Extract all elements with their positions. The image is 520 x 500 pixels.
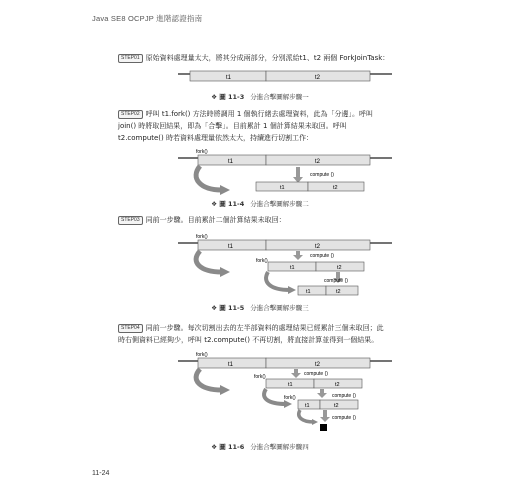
step-4-text: 同前一步驟。每次切割出去的左半部資料的處理結果已經累計三個未取回；此時右側資料已經夠少，呼叫 t2.compute() 不再切割，將直接計算並得到一個結果。 — [118, 324, 384, 344]
svg-text:compute (): compute () — [324, 278, 348, 284]
svg-text:compute (): compute () — [332, 415, 356, 421]
step-4-badge: STEP04 — [118, 324, 143, 333]
fork-curved-arrow — [196, 166, 222, 190]
svg-text:t1: t1 — [306, 289, 311, 295]
svg-text:t2: t2 — [333, 185, 338, 191]
label-compute: compute () — [310, 172, 334, 178]
diagram-step-4 — [178, 352, 392, 431]
figure-caption-11-5: ❖ 圖 11-5 分進合擊圖解步驟三 — [211, 304, 309, 312]
step-2-badge: STEP02 — [118, 110, 143, 119]
label-t2: t2 — [315, 75, 321, 81]
svg-text:t1: t1 — [228, 362, 234, 368]
svg-text:t1: t1 — [228, 244, 234, 250]
figure-caption-11-3: ❖ 圖 11-3 分進合擊圖解步驟一 — [211, 93, 309, 101]
running-header: Java SE8 OCPJP 進階認證指南 — [92, 14, 203, 23]
svg-text:compute (): compute () — [332, 393, 356, 399]
svg-text:t2: t2 — [336, 289, 341, 295]
label-t1: t1 — [228, 159, 234, 165]
diagram-step-1 — [178, 71, 392, 81]
fork-arrowhead — [220, 185, 230, 195]
diagram-step-2 — [178, 149, 392, 195]
step-3-badge: STEP03 — [118, 216, 143, 225]
svg-text:t1: t1 — [280, 185, 285, 191]
svg-text:fork(): fork() — [254, 374, 266, 380]
svg-text:fork(): fork() — [284, 395, 296, 401]
label-t1: t1 — [226, 75, 232, 81]
diagram-step-3 — [178, 234, 392, 295]
svg-text:t2: t2 — [334, 403, 339, 409]
svg-text:t1: t1 — [290, 265, 295, 271]
page-number: 11-24 — [92, 470, 110, 477]
step-3-text: 同前一步驟。目前累計二個計算結果未取回： — [145, 216, 286, 224]
step-1-badge: STEP01 — [118, 54, 143, 63]
svg-text:fork(): fork() — [196, 352, 208, 358]
svg-text:compute (): compute () — [310, 253, 334, 259]
svg-text:t2: t2 — [335, 382, 340, 388]
svg-text:t1: t1 — [288, 382, 293, 388]
svg-text:t2: t2 — [337, 265, 342, 271]
figure-caption-11-6: ❖ 圖 11-6 分進合擊圖解步驟四 — [211, 443, 309, 451]
svg-text:fork(): fork() — [256, 258, 268, 264]
svg-text:compute (): compute () — [304, 371, 328, 377]
step-1-text: 原始資料處理量太大，將其分成兩部分，分別派給t1、t2 兩個 ForkJoinTask： — [145, 54, 390, 62]
step-2-text: 呼叫 t1.fork() 方法時將調用 1 個執行緒去處理資料，此為「分邊」。呼叫 join() 時將取回結果，即為「合擊」。目前累計 1 個計算結果未取回。呼叫 t2.compute() 時若資料處理量依然太大，持續進行切割工作： — [118, 110, 374, 142]
final-result-square — [320, 424, 327, 431]
label-fork: fork() — [196, 149, 208, 155]
svg-text:t1: t1 — [305, 403, 310, 409]
svg-text:t2: t2 — [315, 362, 321, 368]
figure-caption-11-4: ❖ 圖 11-4 分進合擊圖解步驟二 — [211, 200, 309, 208]
svg-text:fork(): fork() — [196, 234, 208, 240]
label-t2: t2 — [315, 159, 321, 165]
svg-text:t2: t2 — [315, 244, 321, 250]
